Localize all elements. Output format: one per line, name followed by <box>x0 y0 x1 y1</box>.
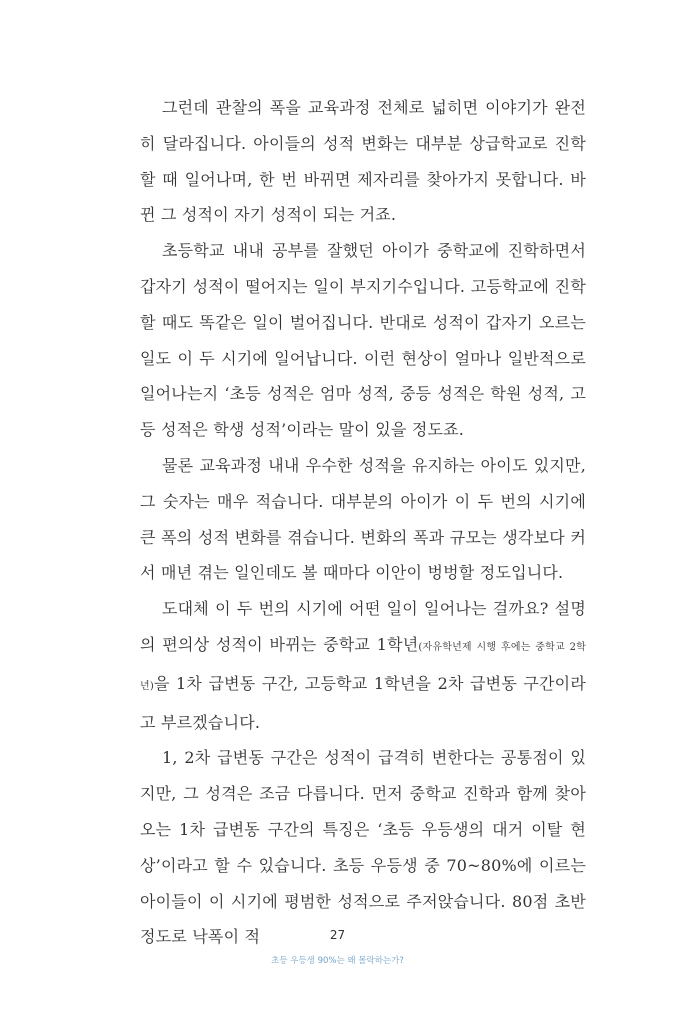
paragraph-4-text-a: 도대체 이 두 번의 시기에 어떤 일이 일어나는 걸까요? 설명의 편의상 성적이 바뀌는 중학교 1학년 <box>140 599 586 654</box>
paragraph-4-text-b: 을 1차 급변동 구간, 고등학교 1학년을 2차 급변동 구간이라고 부르겠습니다. <box>140 673 586 732</box>
running-footer-title: 초등 우등생 90%는 왜 몰락하는가? <box>271 956 404 966</box>
paragraph-3: 물론 교육과정 내내 우수한 성적을 유지하는 아이도 있지만, 그 숫자는 매우 적습니다. 대부분의 아이가 이 두 번의 시기에 큰 폭의 성적 변화를 겪습니다. 변화의 폭과 규모는 생각보다 커서 매년 겪는 일인데도 볼 때마다 이안이 벙벙할 정도입니다. <box>140 455 586 583</box>
paragraph-4 <box>140 591 586 740</box>
paragraph-1: 그런데 관찰의 폭을 교육과정 전체로 넓히면 이야기가 완전히 달라집니다. 아이들의 성적 변화는 대부분 상급학교로 진학할 때 일어나며, 한 번 바뀌면 제자리를 찾아가지 못합니다. 바뀐 그 성적이 자기 성적이 되는 거죠. <box>140 98 586 225</box>
paragraph-5: 1, 2차 급변동 구간은 성적이 급격히 변한다는 공통점이 있지만, 그 성격은 조금 다릅니다. 먼저 중학교 진학과 함께 찾아오는 1차 급변동 구간의 특징은 ‘초등 우등생의 대거 이탈 현상’이라고 할 수 있습니다. 초등 우등생 중 70~80%에 이르는 아이들이 이 시기에 평범한 성적으로 주저앉습니다. 80점 초반 정도로 낙폭이 적 <box>140 748 586 947</box>
page-number: 27 <box>329 928 346 942</box>
paragraph-2: 초등학교 내내 공부를 잘했던 아이가 중학교에 진학하면서 갑자기 성적이 떨어지는 일이 부지기수입니다. 고등학교에 진학할 때도 똑같은 일이 벌어집니다. 반대로 성적이 갑자기 오르는 일도 이 두 시기에 일어납니다. 이런 현상이 얼마나 일반적으로 일어나는지 ‘초등 성적은 엄마 성적, 중등 성적은 학원 성적, 고등 성적은 학생 성적’이라는 말이 있을 정도죠. <box>140 241 586 440</box>
parenthetical-note: (자유학년제 시행 후에는 중학교 2학년) <box>140 641 586 692</box>
body-text <box>140 90 586 955</box>
